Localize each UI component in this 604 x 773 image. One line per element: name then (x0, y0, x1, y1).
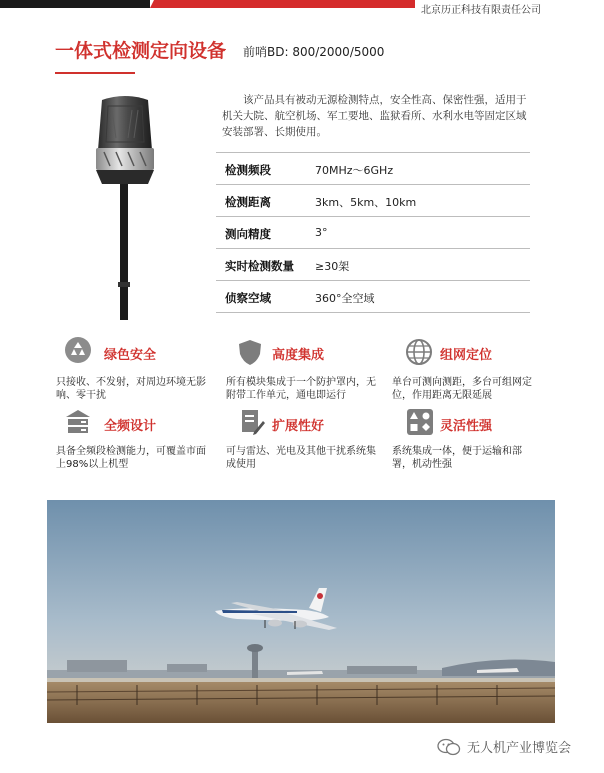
spec-value: 3° (315, 226, 328, 239)
feature-text: 只接收、不发射，对周边环境无影响、零干扰 (56, 377, 206, 401)
feature-title: 灵活性强 (440, 419, 493, 434)
spec-key: 实时检测数量 (225, 259, 294, 273)
feature-title: 高度集成 (272, 348, 325, 363)
page-title: 一体式检测定向设备 (55, 40, 227, 62)
feature-text: 系统集成一体，便于运输和部署，机动性强 (392, 446, 522, 470)
spec-row (216, 185, 530, 217)
feature-text: 单台可测向测距，多台可组网定位，作用距离无限延展 (392, 377, 532, 401)
spec-key: 侦察空域 (225, 291, 271, 305)
company-name: 北京历正科技有限责任公司 (421, 5, 541, 16)
airport-airplane-photo (47, 500, 555, 723)
globe-icon (405, 338, 433, 366)
spec-value: 360°全空域 (315, 292, 375, 305)
header-bar-red (150, 0, 415, 8)
shapes-icon (406, 408, 434, 436)
spec-value: 70MHz～6GHz (315, 164, 394, 177)
spec-row (216, 153, 530, 185)
shield-icon (236, 338, 264, 366)
feature-text: 所有模块集成于一个防护罩内，无附带工作单元，通电即运行 (226, 377, 376, 401)
feature-text: 可与雷达、光电及其他干扰系统集成使用 (226, 446, 376, 470)
header-bar-dark (0, 0, 150, 8)
feature-title: 绿色安全 (104, 348, 157, 363)
feature-title: 扩展性好 (272, 419, 325, 434)
spec-row (216, 281, 530, 313)
spec-key: 检测距离 (225, 195, 271, 209)
product-description: 该产品具有被动无源检测特点，安全性高、保密性强，适用于机关大院、航空机场、军工要地、监狱看所、水利水电等固定区域安装部署、长期使用。 (222, 94, 527, 138)
spec-key: 检测频段 (225, 163, 271, 177)
title-underline (55, 72, 135, 74)
feature-title: 组网定位 (440, 348, 493, 363)
spec-key: 测向精度 (225, 227, 271, 241)
wechat-icon (437, 738, 461, 756)
spec-row (216, 217, 530, 249)
detector-device-image (88, 92, 162, 322)
feature-text: 具备全频段检测能力，可覆盖市面上98%以上机型 (56, 446, 206, 470)
spec-row (216, 249, 530, 281)
spec-value: ≥30架 (315, 260, 350, 273)
watermark-text: 无人机产业博览会 (467, 741, 572, 756)
server-icon (64, 408, 92, 436)
document-edit-icon (238, 408, 266, 436)
spec-value: 3km、5km、10km (315, 196, 417, 209)
recycle-icon (64, 336, 92, 364)
product-model: 前哨BD: 800/2000/5000 (243, 45, 385, 59)
feature-title: 全频设计 (104, 419, 157, 434)
